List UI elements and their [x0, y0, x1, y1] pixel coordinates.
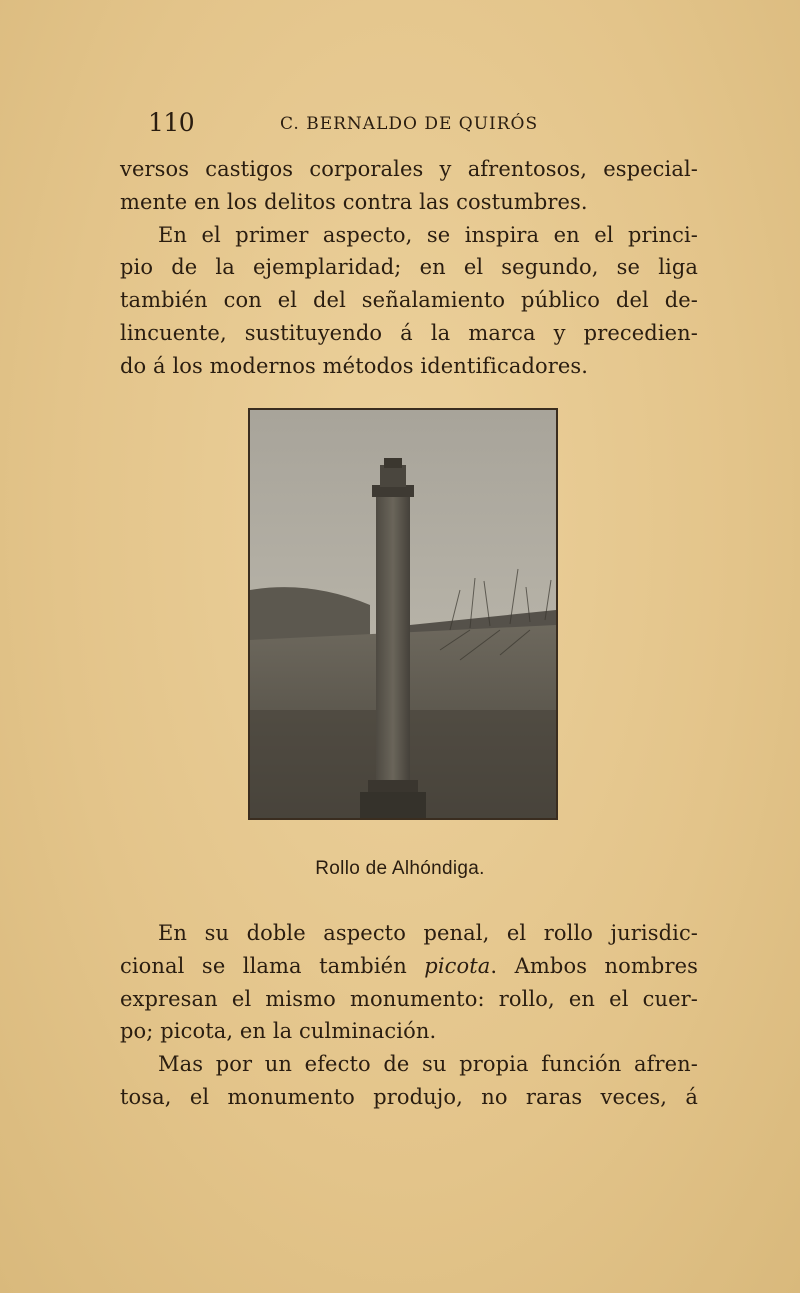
text-line: expresan el mismo monumento: rollo, en el cuer-	[120, 986, 698, 1011]
text-line: pio de la ejemplaridad; en el segundo, se liga	[120, 255, 698, 280]
text-line: Mas por un efecto de su propia función afren-	[158, 1052, 698, 1077]
running-head	[148, 108, 708, 142]
figure-photo-rollo	[248, 408, 558, 820]
photo-illustration	[250, 410, 556, 818]
text-line	[120, 950, 698, 983]
running-title: C. BERNALDO DE QUIRÓS	[280, 114, 539, 134]
text-segment: cional se llama también	[120, 953, 425, 978]
page-number: 110	[148, 108, 195, 137]
italic-term: picota	[424, 953, 491, 978]
text-line: también con el del señalamiento público del de-	[120, 288, 698, 313]
figure-caption: Rollo de Alhóndiga.	[315, 858, 485, 879]
text-line: En su doble aspecto penal, el rollo jurisdic-	[158, 921, 698, 945]
text-segment: . Ambos nombres	[490, 953, 698, 978]
text-line: versos castigos corporales y afrentosos, especial-	[120, 157, 698, 181]
text-line: do á los modernos métodos identificadores.	[120, 353, 589, 378]
text-line: lincuente, sustituyendo á la marca y precedien-	[120, 320, 698, 345]
text-line: po; picota, en la culminación.	[120, 1019, 437, 1044]
paragraphs-bottom	[120, 917, 698, 1114]
text-line: mente en los delitos contra las costumbres.	[120, 189, 588, 214]
text-line: En el primer aspecto, se inspira en el princi-	[158, 222, 698, 247]
paragraphs-top	[120, 153, 698, 383]
text-line: tosa, el monumento produjo, no raras veces, á	[120, 1084, 698, 1109]
